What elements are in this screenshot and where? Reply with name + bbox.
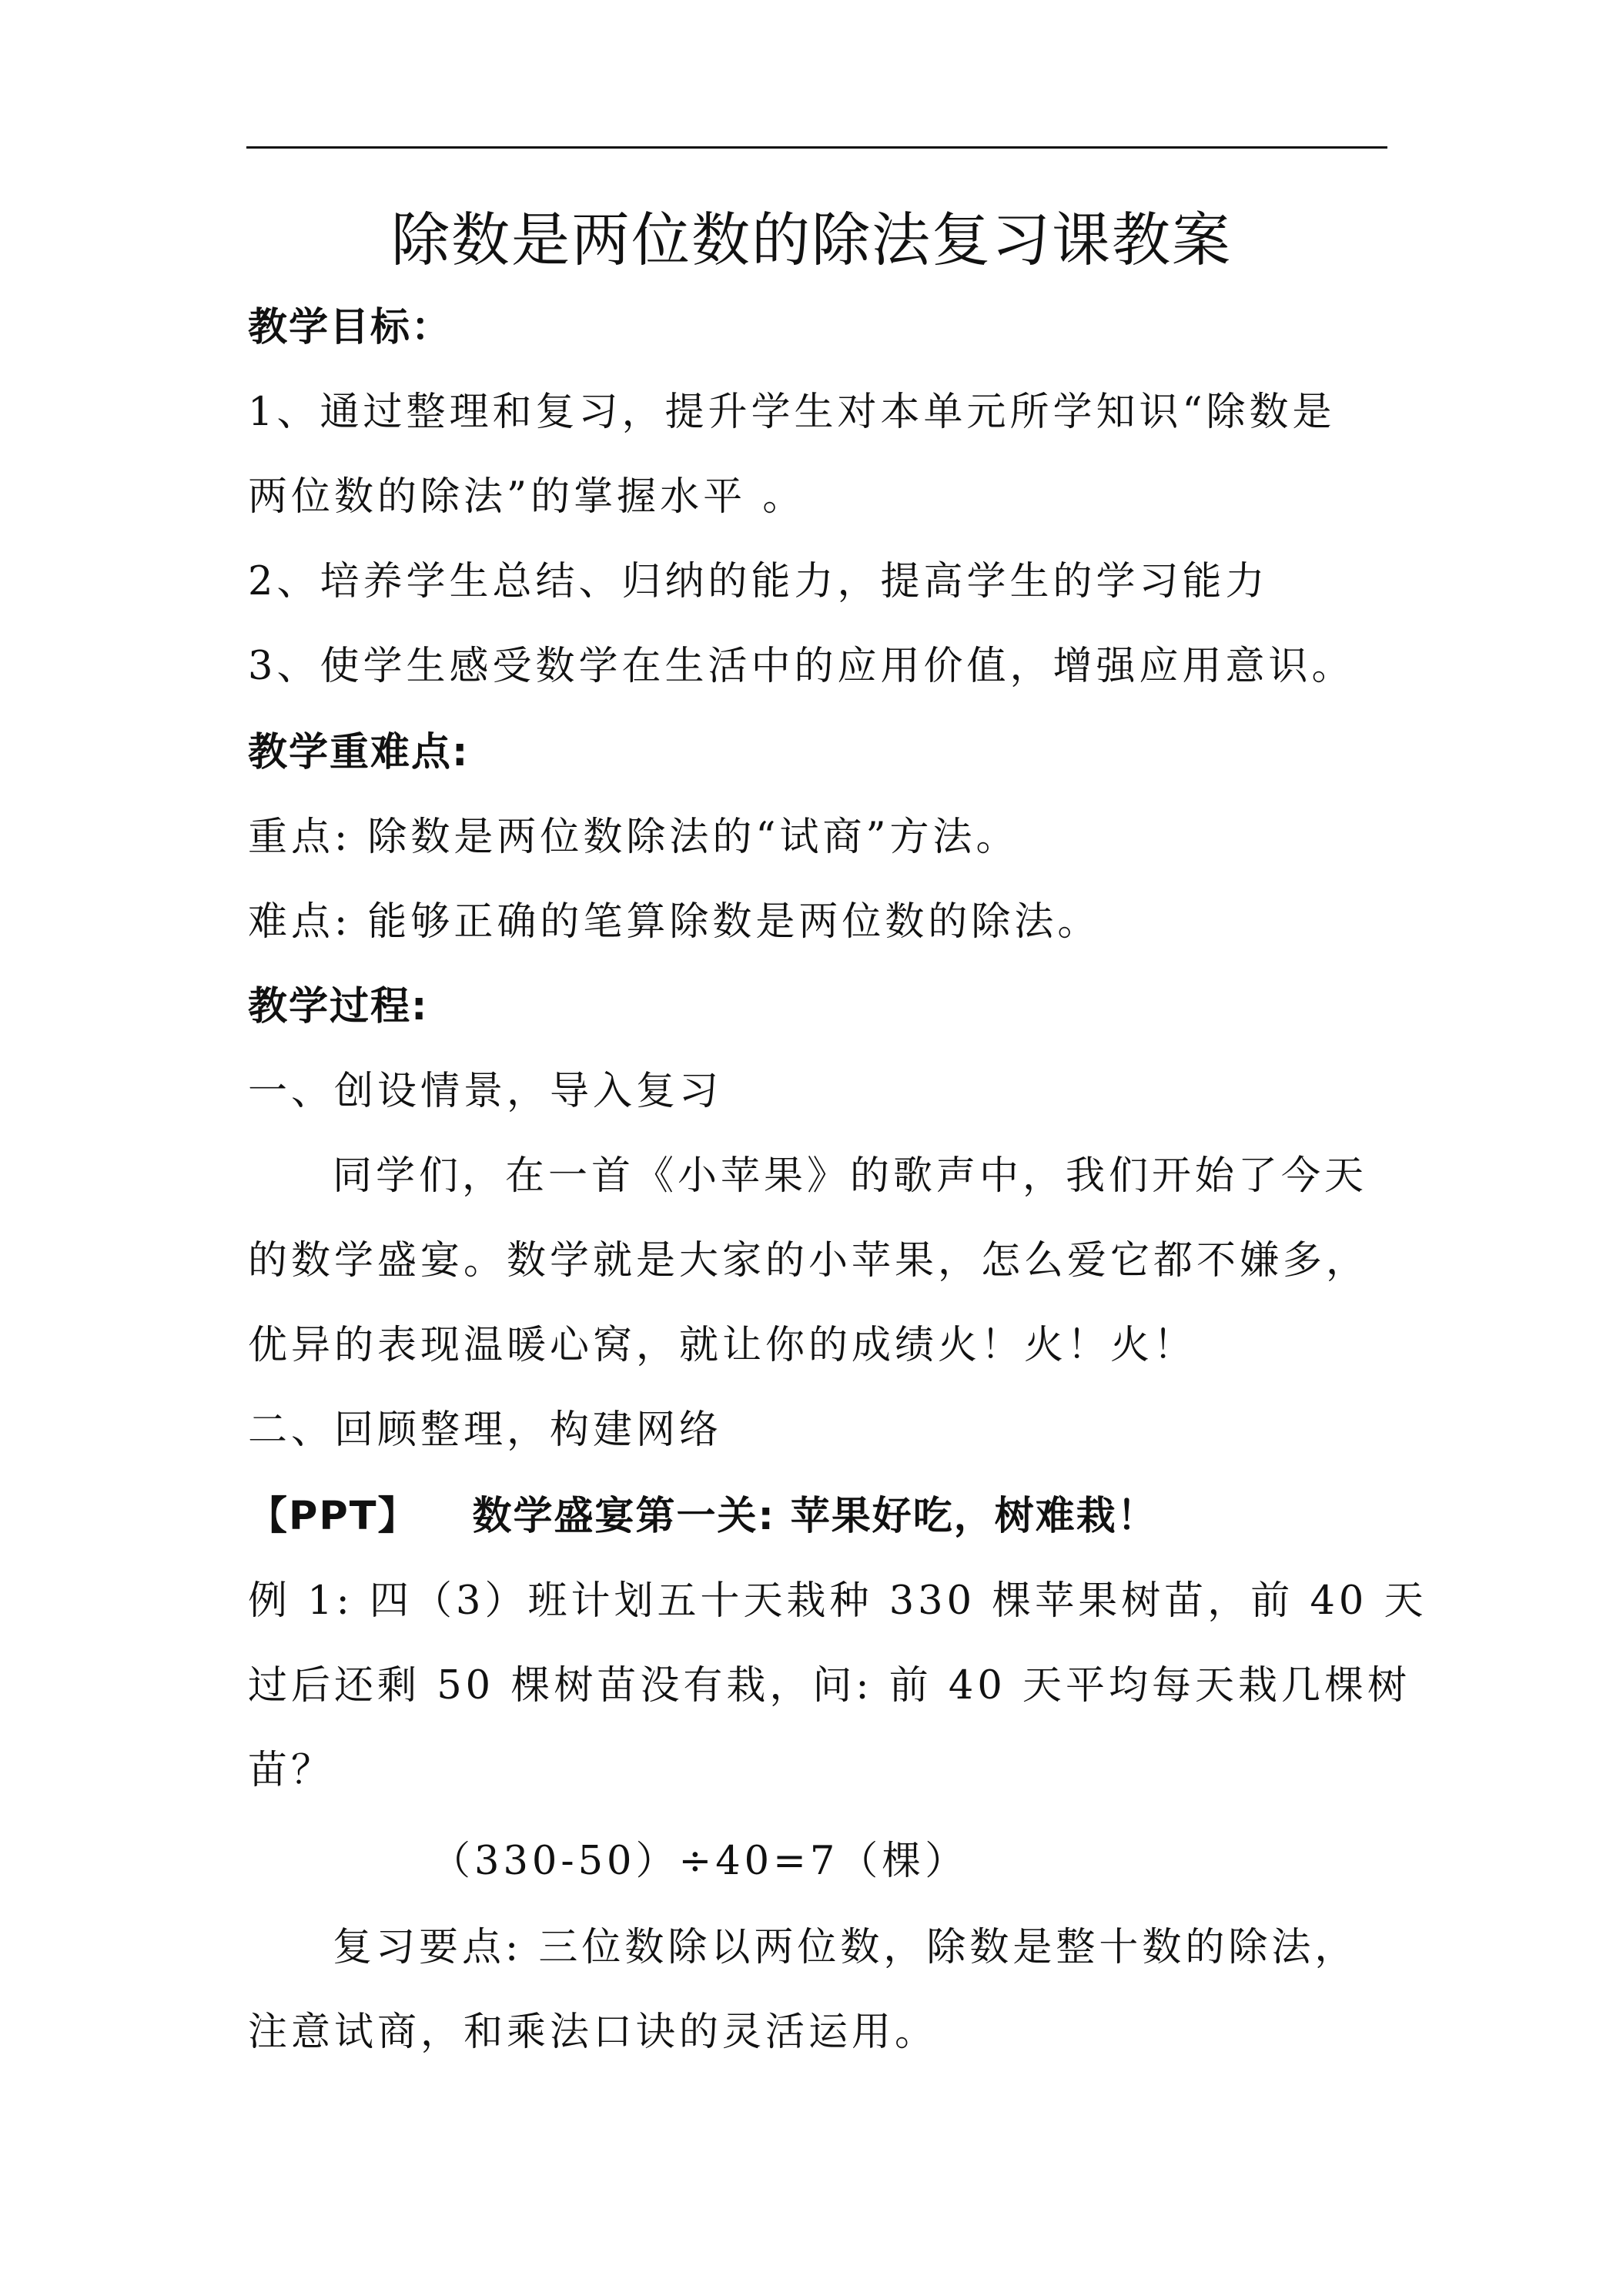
objective-3: 3、使学生感受数学在生活中的应用价值，增强应用意识。 bbox=[248, 644, 1355, 689]
section-1-paragraph-line-2: 的数学盛宴。数学就是大家的小苹果，怎么爱它都不嫌多， bbox=[248, 1238, 1370, 1284]
keypoint-text: 重点: 除数是两位数除法的“试商”方法。 bbox=[248, 815, 1019, 860]
keypoints-heading: 教学重难点: bbox=[248, 730, 470, 775]
ppt-line bbox=[248, 1490, 1158, 1544]
objective-2: 2、培养学生总结、归纳的能力，提高学生的学习能力 bbox=[248, 559, 1269, 604]
section-1-paragraph-line-3: 优异的表现温暖心窝，就让你的成绩火！火！火！ bbox=[248, 1323, 1197, 1368]
process-heading: 教学过程: bbox=[248, 984, 429, 1029]
example-line-2: 过后还剩 50 棵树苗没有栽，问: 前 40 天平均每天栽几棵树 bbox=[248, 1663, 1411, 1709]
header-rule bbox=[246, 146, 1387, 149]
objectives-heading: 教学目标： bbox=[248, 305, 453, 350]
document-title: 除数是两位数的除法复习课教案 bbox=[391, 206, 1232, 274]
review-line-2: 注意试商，和乘法口诀的灵活运用。 bbox=[248, 2010, 939, 2055]
objective-1-line-2: 两位数的除法”的掌握水平 。 bbox=[248, 474, 806, 520]
difficulty-text: 难点: 能够正确的笔算除数是两位数的除法。 bbox=[248, 899, 1101, 945]
review-line-1: 复习要点: 三位数除以两位数，除数是整十数的除法， bbox=[333, 1925, 1358, 1970]
objective-1-line-1: 1、通过整理和复习，提升学生对本单元所学知识“除数是 bbox=[248, 390, 1336, 435]
section-1-paragraph-line-1: 同学们，在一首《小苹果》的歌声中，我们开始了今天 bbox=[333, 1153, 1368, 1199]
example-line-1: 例 1: 四（3）班计划五十天栽种 330 棵苹果树苗，前 40 天 bbox=[248, 1578, 1427, 1624]
example-line-3: 苗？ bbox=[248, 1748, 335, 1793]
section-2-title: 二、回顾整理，构建网络 bbox=[248, 1407, 723, 1453]
ppt-tag: 【PPT】 bbox=[248, 1494, 419, 1539]
section-1-title: 一、创设情景，导入复习 bbox=[248, 1069, 723, 1114]
ppt-title: 数学盛宴第一关: 苹果好吃，树难栽！ bbox=[472, 1494, 1158, 1539]
formula: （330-50）÷40=7（棵） bbox=[431, 1839, 969, 1884]
